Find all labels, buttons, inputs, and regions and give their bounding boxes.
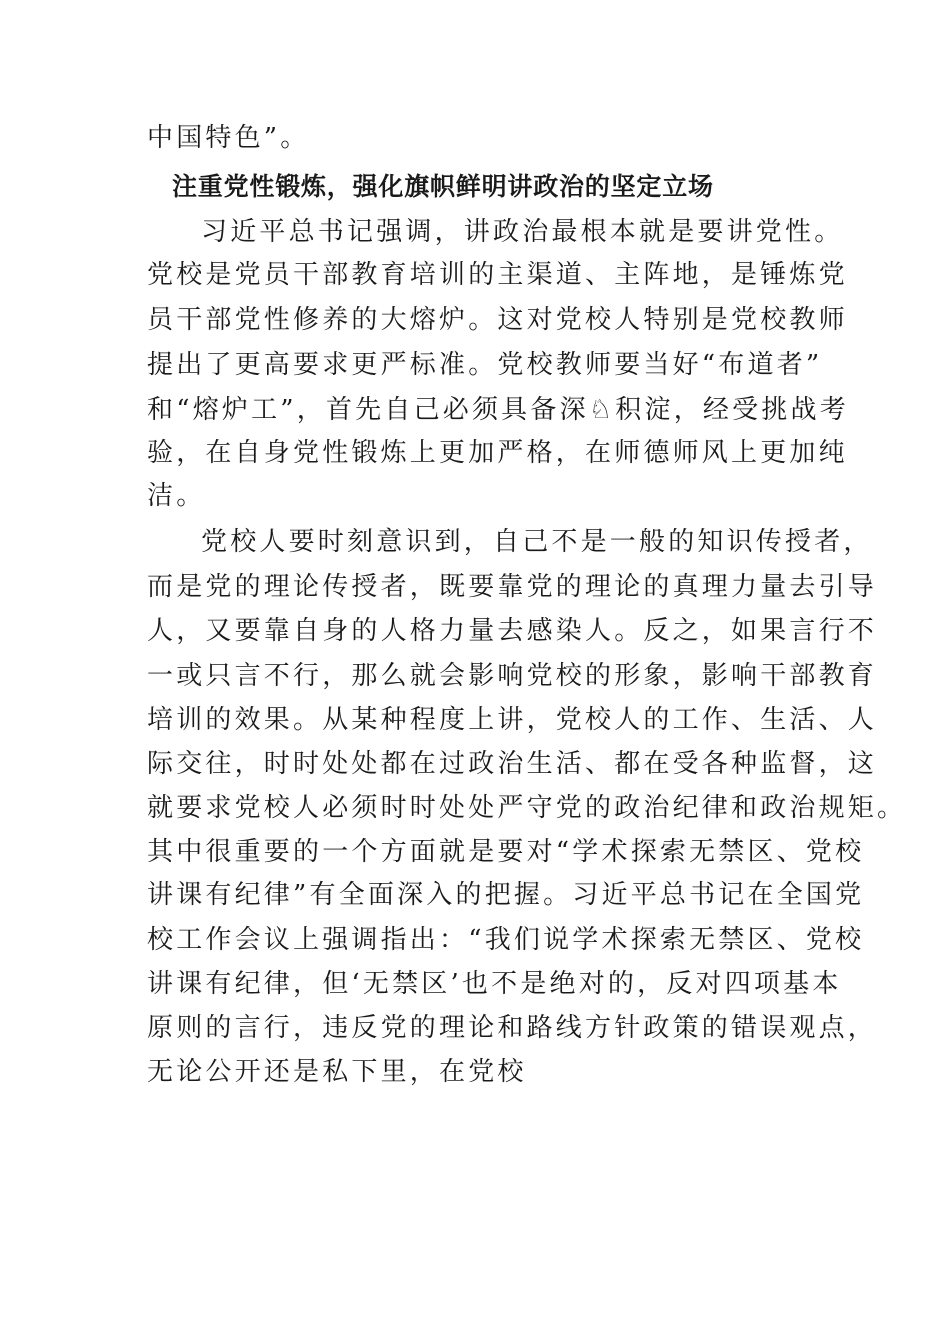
text-line: 讲课有纪律，但‘无禁区’也不是绝对的，反对四项基本	[147, 969, 842, 999]
text-line: 和“熔炉工”，首先自己必须具备深♘积淀，经受挑战考	[147, 395, 849, 425]
text-line: 校工作会议上强调指出：“我们说学术探索无禁区、党校	[147, 925, 865, 955]
text-line: 而是党的理论传授者，既要靠党的理论的真理力量去引导	[147, 572, 878, 602]
text-line: 验，在自身党性锻炼上更加严格，在师德师风上更加纯	[147, 438, 848, 468]
text-line: 提出了更高要求更严标准。党校教师要当好“布道者”	[147, 350, 823, 380]
text-line: 无论公开还是私下里，在党校	[147, 1057, 527, 1087]
text-line: 就要求党校人必须时时处处严守党的政治纪律和政治规矩。	[147, 793, 907, 823]
text-line: 讲课有纪律”有全面深入的把握。习近平总书记在全国党	[147, 880, 865, 910]
text-line: 人，又要靠自身的人格力量去感染人。反之，如果言行不	[147, 616, 878, 646]
text-line: 其中很重要的一个方面就是要对“学术探索无禁区、党校	[147, 837, 865, 867]
text-line: 原则的言行，违反党的理论和路线方针政策的错误观点，	[147, 1013, 878, 1043]
text-line: 中国特色”。	[147, 123, 310, 153]
text-line: 员干部党性修养的大熔炉。这对党校人特别是党校教师	[147, 305, 848, 335]
text-line: 洁。	[147, 481, 206, 511]
text-line: 一或只言不行，那么就会影响党校的形象，影响干部教育	[147, 661, 878, 691]
text-line: 党校人要时刻意识到，自己不是一般的知识传授者，	[201, 527, 873, 557]
text-line: 际交往，时时处处都在过政治生活、都在受各种监督，这	[147, 749, 878, 779]
text-line: 培训的效果。从某种程度上讲，党校人的工作、生活、人	[147, 705, 878, 735]
section-heading: 注重党性锻炼，强化旗帜鲜明讲政治的坚定立场	[172, 172, 714, 201]
text-line: 党校是党员干部教育培训的主渠道、主阵地，是锤炼党	[147, 260, 848, 290]
text-line: 习近平总书记强调，讲政治最根本就是要讲党性。	[201, 217, 844, 247]
